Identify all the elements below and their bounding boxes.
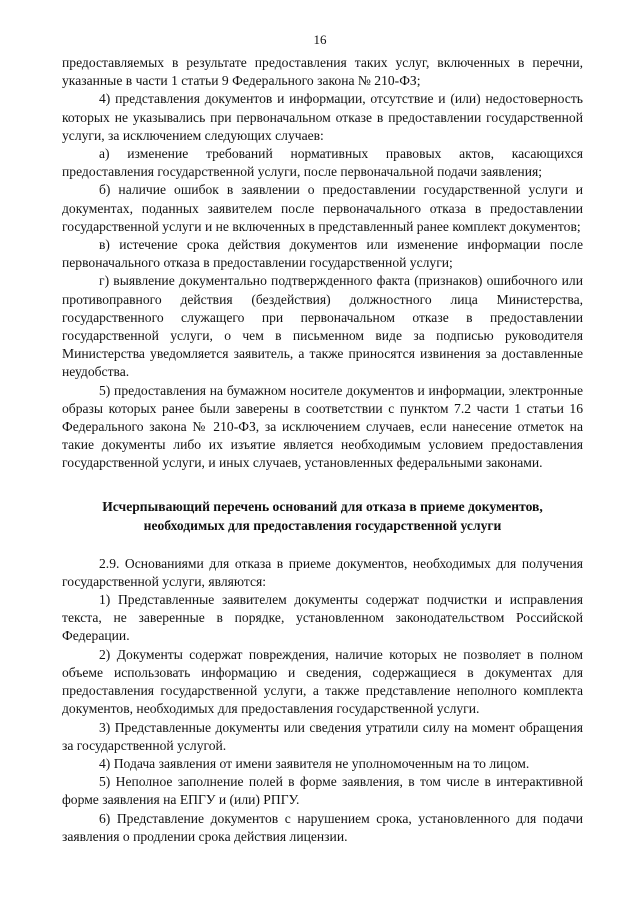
paragraph-ground-1: 1) Представленные заявителем документы содержат подчистки и исправления текста, не заверенные в порядке, установленном законодательством Российской Федерации.	[62, 592, 583, 644]
paragraph-subitem-a: а) изменение требований нормативных правовых актов, касающихся предоставления государственной услуги, после первоначальной подачи заявления;	[62, 146, 583, 180]
paragraph: предоставляемых в результате предоставления таких услуг, включенных в перечни, указанные в части 1 статьи 9 Федерального закона № 210-ФЗ;	[62, 55, 583, 89]
paragraph-subitem-g: г) выявление документально подтвержденного факта (признаков) ошибочного или противоправного действия (бездействия) должностного лица Министерства, государственного служащего при первоначальном отказе в предоставлении государственной услуги, о чем в письменном виде за подписью руководителя Министерства уведомляется заявитель, а также приносятся извинения за доставленные неудобства.	[62, 273, 583, 380]
paragraph-ground-3: 3) Представленные документы или сведения утратили силу на момент обращения за государственной услугой.	[62, 719, 583, 753]
paragraph-item-4: 4) представления документов и информации, отсутствие и (или) недостоверность которых не указывались при первоначальном отказе в предоставлении государственной услуги, за исключением следующих случаев:	[62, 91, 583, 143]
paragraph-subitem-b: б) наличие ошибок в заявлении о предоставлении государственной услуги и документах, поданных заявителем после первоначального отказа в предоставлении государственной услуги и не включенных в представленный ранее комплект документов;	[62, 182, 583, 234]
paragraph-ground-5: 5) Неполное заполнение полей в форме заявления, в том числе в интерактивной форме заявления на ЕПГУ и (или) РПГУ.	[62, 774, 583, 808]
paragraph-item-5: 5) предоставления на бумажном носителе документов и информации, электронные образы которых ранее были заверены в соответствии с пунктом 7.2 части 1 статьи 16 Федерального закона № 210-ФЗ, за исключением случаев, если нанесение отметок на такие документы либо их изъятие является необходимым условием предоставления государственной услуги, и иных случаев, установленных федеральными законами.	[62, 382, 583, 471]
paragraph-ground-2: 2) Документы содержат повреждения, наличие которых не позволяет в полном объеме использовать информацию и сведения, содержащиеся в документах для предоставления государственной услуги, а также представление неполного комплекта документов, необходимых для предоставления государственной услуги.	[62, 646, 583, 717]
page-number: 16	[313, 32, 327, 47]
section-heading-line-1: Исчерпывающий перечень оснований для отказа в приеме документов,	[102, 498, 543, 514]
document-body	[62, 54, 583, 846]
section-heading-line-2: необходимых для предоставления государственной услуги	[143, 517, 502, 533]
section-heading	[62, 497, 583, 535]
paragraph-subitem-v: в) истечение срока действия документов или изменение информации после первоначального отказа в предоставлении государственной услуги;	[62, 237, 583, 271]
paragraph-2-9: 2.9. Основаниями для отказа в приеме документов, необходимых для получения государственной услуги, являются:	[62, 555, 583, 589]
paragraph-ground-6: 6) Представление документов с нарушением срока, установленного для подачи заявления о продлении срока действия лицензии.	[62, 810, 583, 844]
paragraph-ground-4: 4) Подача заявления от имени заявителя не уполномоченным на то лицом.	[99, 755, 530, 771]
